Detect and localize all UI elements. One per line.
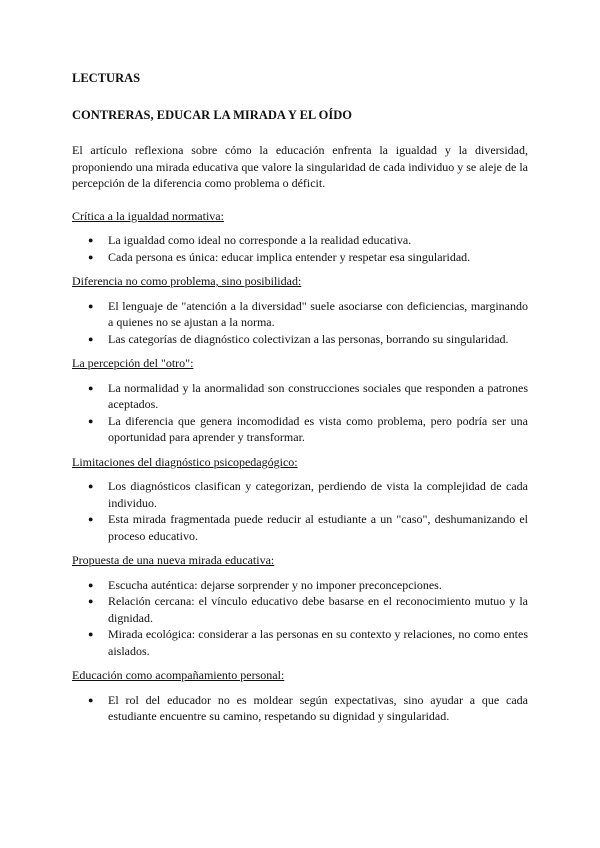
bullet-dot-icon: ●: [88, 415, 94, 426]
intro-paragraph: El artículo reflexiona sobre cómo la educación enfrenta la igualdad y la diversidad, proponiendo una mirada educativa que valore la singularidad de cada individuo y se aleje de la percepción de la diferencia como problema o déficit.: [72, 143, 528, 190]
list-item-text: Escucha auténtica: dejarse sorprender y no imponer preconcepciones.: [108, 577, 442, 592]
bullet-dot-icon: ●: [88, 694, 94, 705]
bullet-dot-icon: ●: [88, 481, 94, 491]
list-item: [72, 593, 528, 626]
list-item-text: Cada persona es única: educar implica entender y respetar esa singularidad.: [108, 249, 471, 264]
bullet-dot-icon: ●: [88, 251, 94, 262]
bullet-dot-icon: ●: [88, 514, 94, 524]
bullet-list: [72, 478, 528, 544]
list-item-text: El lenguaje de "atención a la diversidad" suele asociarse con deficiencias, marginando a quienes no se ajustan a la norma.: [108, 298, 528, 329]
list-item: [72, 298, 528, 331]
list-item: [72, 577, 528, 594]
list-item: [72, 249, 528, 266]
bullet-dot-icon: ●: [88, 300, 94, 311]
list-item: [72, 511, 528, 544]
list-item: [72, 232, 528, 249]
bullet-list: [72, 577, 528, 660]
list-item: [72, 413, 528, 446]
section-title: La percepción del "otro":: [72, 356, 194, 370]
bullet-dot-icon: ●: [88, 235, 94, 245]
bullet-dot-icon: ●: [88, 629, 94, 639]
section-title: Educación como acompañamiento personal:: [72, 668, 285, 682]
list-item: [72, 478, 528, 511]
bullet-dot-icon: ●: [88, 382, 94, 393]
list-item-text: Esta mirada fragmentada puede reducir al estudiante a un "caso", deshumanizando el proceso educativo.: [108, 512, 528, 543]
list-item-text: La igualdad como ideal no corresponde a la realidad educativa.: [108, 233, 412, 247]
list-item-text: La normalidad y la anormalidad son construcciones sociales que responden a patrones aceptados.: [108, 380, 528, 411]
bullet-list: [72, 692, 528, 725]
list-item-text: Las categorías de diagnóstico colectivizan a las personas, borrando su singularidad.: [108, 331, 509, 346]
bullet-dot-icon: ●: [88, 579, 94, 590]
section-title: Limitaciones del diagnóstico psicopedagógico:: [72, 454, 298, 469]
list-item-text: Relación cercana: el vínculo educativo debe basarse en el reconocimiento mutuo y la dignidad.: [108, 594, 528, 625]
list-item-text: El rol del educador no es moldear según expectativas, sino ayudar a que cada estudiante encuentre su camino, respetando su dignidad y singularidad.: [108, 692, 528, 723]
list-item: [72, 692, 528, 725]
list-item: [72, 626, 528, 659]
document-subtitle: CONTRERAS, EDUCAR LA MIRADA Y EL OÍDO: [72, 107, 353, 122]
list-item: [72, 380, 528, 413]
sections-container: [72, 208, 528, 725]
bullet-list: [72, 298, 528, 348]
document-title: LECTURAS: [72, 71, 141, 85]
bullet-list: [72, 232, 528, 265]
section-title: Propuesta de una nueva mirada educativa:: [72, 553, 275, 567]
list-item-text: Mirada ecológica: considerar a las personas en su contexto y relaciones, no como entes aislados.: [108, 627, 528, 658]
list-item-text: La diferencia que genera incomodidad es vista como problema, pero podría ser una oportunidad para aprender y transformar.: [108, 413, 528, 444]
list-item-text: Los diagnósticos clasifican y categorizan, perdiendo de vista la complejidad de cada individuo.: [108, 479, 528, 510]
section-title: Diferencia no como problema, sino posibilidad:: [72, 274, 302, 288]
bullet-list: [72, 380, 528, 446]
bullet-dot-icon: ●: [88, 596, 94, 606]
section-title: Crítica a la igualdad normativa:: [72, 208, 224, 223]
bullet-dot-icon: ●: [88, 333, 94, 344]
list-item: [72, 331, 528, 348]
